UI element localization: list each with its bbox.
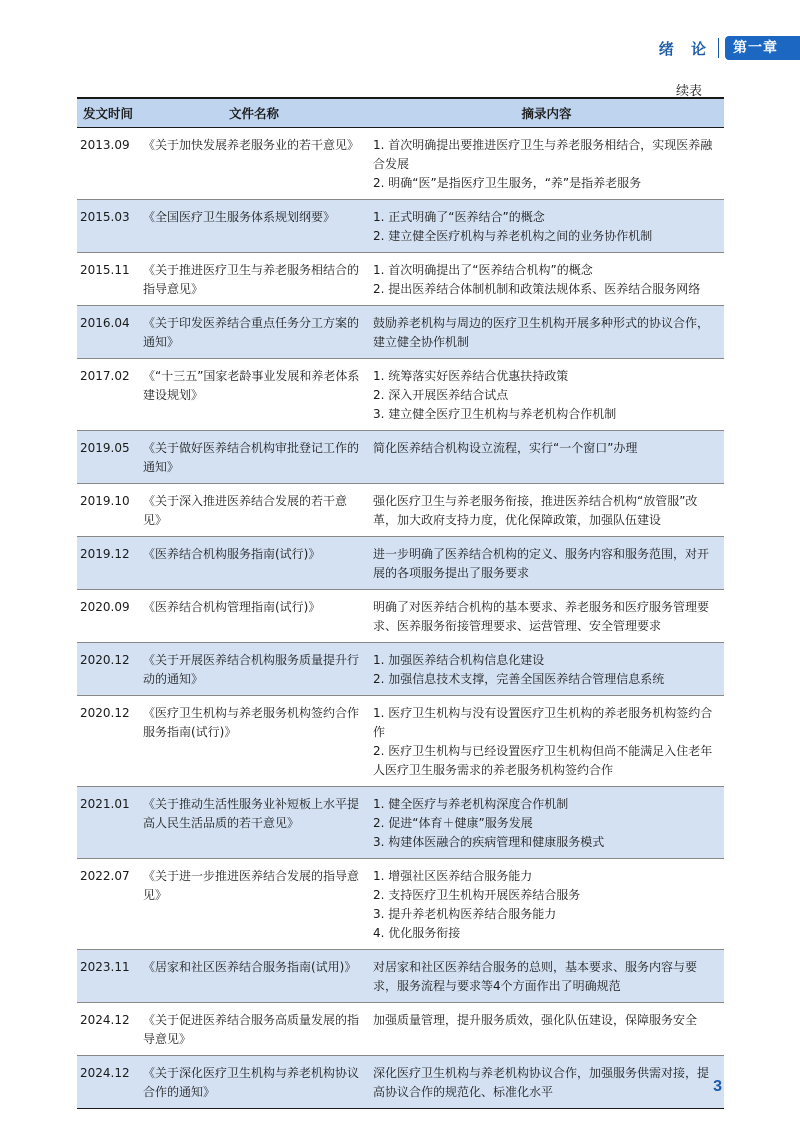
excerpt-line: 1. 统筹落实好医养结合优惠扶持政策 [373, 369, 569, 383]
excerpt-line: 1. 首次明确提出了“医养结合机构”的概念 [373, 263, 593, 277]
row-date: 2019.10 [77, 484, 139, 537]
header-divider [718, 38, 719, 58]
row-document-title: 《关于促进医养结合服务高质量发展的指导意见》 [139, 1003, 369, 1056]
row-excerpt [369, 200, 724, 253]
row-date: 2015.11 [77, 253, 139, 306]
excerpt-line: 4. 优化服务衔接 [373, 926, 461, 940]
row-date: 2022.07 [77, 859, 139, 950]
row-date: 2017.02 [77, 359, 139, 431]
row-document-title: 《关于开展医养结合机构服务质量提升行动的通知》 [139, 643, 369, 696]
row-excerpt [369, 431, 724, 484]
row-excerpt [369, 537, 724, 590]
excerpt-line: 鼓励养老机构与周边的医疗卫生机构开展多种形式的协议合作，建立健全协作机制 [373, 316, 710, 349]
excerpt-line: 深化医疗卫生机构与养老机构协议合作，加强服务供需对接，提高协议合作的规范化、标准化水平 [373, 1066, 710, 1099]
table-row [77, 537, 724, 590]
row-excerpt [369, 1056, 724, 1109]
table-row [77, 1056, 724, 1109]
excerpt-line: 2. 医疗卫生机构与已经设置医疗卫生机构但尚不能满足入住老年人医疗卫生服务需求的养老服务机构签约合作 [373, 744, 713, 777]
excerpt-line: 1. 加强医养结合机构信息化建设 [373, 653, 545, 667]
excerpt-line: 简化医养结合机构设立流程，实行“一个窗口”办理 [373, 441, 638, 455]
row-document-title: 《关于深入推进医养结合发展的若干意见》 [139, 484, 369, 537]
row-excerpt [369, 359, 724, 431]
excerpt-line: 3. 建立健全医疗卫生机构与养老机构合作机制 [373, 407, 617, 421]
excerpt-line: 2. 明确“医”是指医疗卫生服务，“养”是指养老服务 [373, 176, 642, 190]
excerpt-line: 强化医疗卫生与养老服务衔接，推进医养结合机构“放管服”改革，加大政府支持力度，优化保障政策，加强队伍建设 [373, 494, 698, 527]
row-document-title: 《关于推进医疗卫生与养老服务相结合的指导意见》 [139, 253, 369, 306]
excerpt-line: 1. 健全医疗与养老机构深度合作机制 [373, 797, 569, 811]
row-excerpt [369, 306, 724, 359]
row-document-title: 《医疗卫生机构与养老服务机构签约合作服务指南(试行)》 [139, 696, 369, 787]
row-document-title: 《关于进一步推进医养结合发展的指导意见》 [139, 859, 369, 950]
row-document-title: 《全国医疗卫生服务体系规划纲要》 [139, 200, 369, 253]
excerpt-line: 1. 正式明确了“医养结合”的概念 [373, 210, 545, 224]
excerpt-line: 2. 支持医疗卫生机构开展医养结合服务 [373, 888, 581, 902]
row-date: 2013.09 [77, 128, 139, 200]
chapter-number-tab: 第一章 [725, 36, 800, 60]
table-row [77, 696, 724, 787]
column-header-title: 文件名称 [139, 98, 369, 128]
table-row [77, 859, 724, 950]
table-row [77, 253, 724, 306]
table-row [77, 484, 724, 537]
excerpt-line: 1. 增强社区医养结合服务能力 [373, 869, 533, 883]
row-date: 2015.03 [77, 200, 139, 253]
table-row [77, 200, 724, 253]
row-document-title: 《关于做好医养结合机构审批登记工作的通知》 [139, 431, 369, 484]
table-body [77, 128, 724, 1109]
table-row [77, 643, 724, 696]
row-document-title: 《医养结合机构服务指南(试行)》 [139, 537, 369, 590]
table-row [77, 787, 724, 859]
row-date: 2020.12 [77, 643, 139, 696]
row-excerpt [369, 643, 724, 696]
row-date: 2021.01 [77, 787, 139, 859]
row-excerpt [369, 696, 724, 787]
row-date: 2019.12 [77, 537, 139, 590]
row-document-title: 《居家和社区医养结合服务指南(试用)》 [139, 950, 369, 1003]
table-row [77, 1003, 724, 1056]
row-date: 2023.11 [77, 950, 139, 1003]
row-excerpt [369, 859, 724, 950]
row-excerpt [369, 590, 724, 643]
excerpt-line: 2. 加强信息技术支撑，完善全国医养结合管理信息系统 [373, 672, 665, 686]
row-date: 2020.09 [77, 590, 139, 643]
excerpt-line: 1. 首次明确提出要推进医疗卫生与养老服务相结合，实现医养融合发展 [373, 138, 713, 171]
row-document-title: 《关于加快发展养老服务业的若干意见》 [139, 128, 369, 200]
row-document-title: 《“十三五”国家老龄事业发展和养老体系建设规划》 [139, 359, 369, 431]
table-row [77, 431, 724, 484]
row-document-title: 《医养结合机构管理指南(试行)》 [139, 590, 369, 643]
table-header-row [77, 98, 724, 128]
chapter-header [659, 34, 800, 62]
excerpt-line: 加强质量管理，提升服务质效，强化队伍建设，保障服务安全 [373, 1013, 698, 1027]
table-row [77, 128, 724, 200]
row-date: 2019.05 [77, 431, 139, 484]
policy-table [77, 97, 724, 1109]
excerpt-line: 1. 医疗卫生机构与没有设置医疗卫生机构的养老服务机构签约合作 [373, 706, 713, 739]
row-excerpt [369, 484, 724, 537]
continued-table-label: 续表 [676, 84, 703, 99]
column-header-date: 发文时间 [77, 98, 139, 128]
row-date: 2020.12 [77, 696, 139, 787]
chapter-name: 绪 论 [658, 39, 712, 58]
row-excerpt [369, 128, 724, 200]
excerpt-line: 明确了对医养结合机构的基本要求、养老服务和医疗服务管理要求、医养服务衔接管理要求、运营管理、安全管理要求 [373, 600, 710, 633]
excerpt-line: 3. 构建体医融合的疾病管理和健康服务模式 [373, 835, 605, 849]
excerpt-line: 3. 提升养老机构医养结合服务能力 [373, 907, 557, 921]
excerpt-line: 对居家和社区医养结合服务的总则，基本要求、服务内容与要求，服务流程与要求等4个方面作出了明确规范 [373, 960, 698, 993]
row-date: 2024.12 [77, 1003, 139, 1056]
excerpt-line: 2. 建立健全医疗机构与养老机构之间的业务协作机制 [373, 229, 653, 243]
table-row [77, 590, 724, 643]
column-header-content: 摘录内容 [369, 98, 724, 128]
excerpt-line: 2. 提出医养结合体制机制和政策法规体系、医养结合服务网络 [373, 282, 701, 296]
row-document-title: 《关于推动生活性服务业补短板上水平提高人民生活品质的若干意见》 [139, 787, 369, 859]
row-document-title: 《关于深化医疗卫生机构与养老机构协议合作的通知》 [139, 1056, 369, 1109]
row-excerpt [369, 787, 724, 859]
table-row [77, 359, 724, 431]
row-excerpt [369, 1003, 724, 1056]
excerpt-line: 2. 深入开展医养结合试点 [373, 388, 509, 402]
excerpt-line: 进一步明确了医养结合机构的定义、服务内容和服务范围，对开展的各项服务提出了服务要求 [373, 547, 710, 580]
row-date: 2024.12 [77, 1056, 139, 1109]
row-excerpt [369, 950, 724, 1003]
row-document-title: 《关于印发医养结合重点任务分工方案的通知》 [139, 306, 369, 359]
table-row [77, 306, 724, 359]
page-number: 3 [713, 1078, 722, 1095]
row-excerpt [369, 253, 724, 306]
table-row [77, 950, 724, 1003]
excerpt-line: 2. 促进“体育＋健康”服务发展 [373, 816, 533, 830]
row-date: 2016.04 [77, 306, 139, 359]
